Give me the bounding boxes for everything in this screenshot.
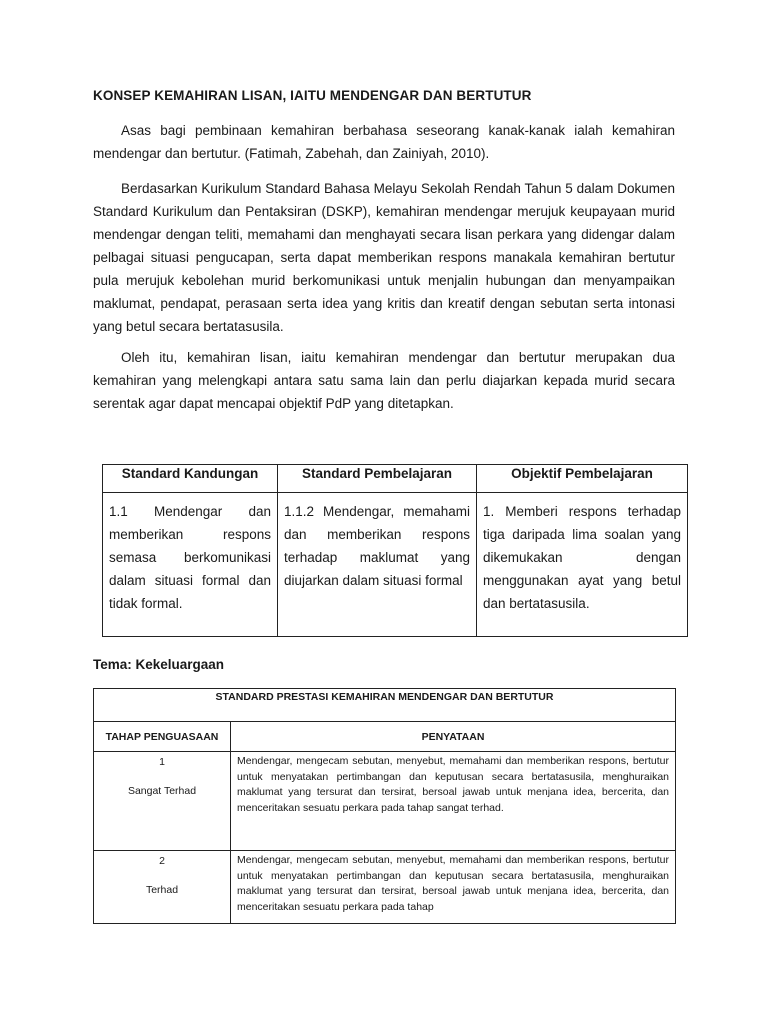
table-header-row <box>94 722 676 752</box>
header-objektif-pembelajaran: Objektif Pembelajaran <box>477 465 688 493</box>
theme-label: Tema: Kekeluargaan <box>93 657 225 672</box>
table-title: STANDARD PRESTASI KEMAHIRAN MENDENGAR DAN BERTUTUR <box>94 689 676 722</box>
paragraph-3: Oleh itu, kemahiran lisan, iaitu kemahiran mendengar dan bertutur merupakan dua kemahiran yang melengkapi antara satu sama lain dan perlu diajarkan kepada murid secara serentak agar dapat mencapai objektif PdP yang ditetapkan. <box>93 350 675 411</box>
table-row <box>94 752 676 851</box>
cell-objektif-pembelajaran: 1. Memberi respons terhadap tiga daripada lima soalan yang dikemukakan dengan menggunakan ayat yang betul dan bertatasusila. <box>477 493 688 637</box>
paragraph-1: Asas bagi pembinaan kemahiran berbahasa seseorang kanak-kanak ialah kemahiran mendengar dan bertutur. (Fatimah, Zabehah, dan Zainiyah, 2010). <box>93 123 675 161</box>
cell-standard-pembelajaran: 1.1.2 Mendengar, memahami dan memberikan respons terhadap maklumat yang diujarkan dalam situasi formal <box>278 493 477 637</box>
level-number: 2 <box>159 855 165 867</box>
table-row <box>94 851 676 924</box>
table-header-row <box>103 465 688 493</box>
cell-standard-kandungan: 1.1 Mendengar dan memberikan respons semasa berkomunikasi dalam situasi formal dan tidak formal. <box>103 493 278 637</box>
document-heading: KONSEP KEMAHIRAN LISAN, IAITU MENDENGAR DAN BERTUTUR <box>93 88 532 103</box>
level-number: 1 <box>159 756 165 768</box>
level-name: Terhad <box>145 884 179 896</box>
table-row <box>103 493 688 637</box>
header-tahap-penguasaan: TAHAP PENGUASAAN <box>94 722 231 752</box>
level-cell <box>94 752 231 851</box>
level-cell <box>94 851 231 924</box>
learning-standards-table <box>102 464 688 637</box>
statement-cell <box>231 851 676 924</box>
header-penyataan: PENYATAAN <box>231 722 676 752</box>
header-standard-pembelajaran: Standard Pembelajaran <box>278 465 477 493</box>
level-name: Sangat Terhad <box>127 785 197 797</box>
statement-text: Mendengar, mengecam sebutan, menyebut, memahami dan memberikan respons, bertutur untuk menyatakan pertimbangan dan keputusan secara bertatasusila, menghuraikan maklumat yang tersurat dan tersirat, bersoal jawab untuk menjana idea, bercerita, dan menceritakan sesuatu perkara pada tahap <box>237 854 670 913</box>
statement-cell: Mendengar, mengecam sebutan, menyebut, memahami dan memberikan respons, bertutur untuk menyatakan pertimbangan dan keputusan secara bertatasusila, menghuraikan maklumat yang tersurat dan tersirat, bersoal jawab untuk menjana idea, bercerita, dan menceritakan sesuatu perkara pada tahap sangat terhad. <box>231 752 676 851</box>
paragraph-2: Berdasarkan Kurikulum Standard Bahasa Melayu Sekolah Rendah Tahun 5 dalam Dokumen Standard Kurikulum dan Pentaksiran (DSKP), kemahiran mendengar merujuk keupayaan murid mendengar dengan teliti, memahami dan menghayati secara lisan perkara yang didengar dalam pelbagai situasi pengucapan, serta dapat memberikan respons manakala kemahiran bertutur pula merujuk kebolehan murid berkomunikasi untuk menjalin hubungan dan menyampaikan maklumat, pendapat, perasaan serta idea yang kritis dan kreatif dengan sebutan serta intonasi yang betul secara bertatasusila. <box>93 181 675 334</box>
header-standard-kandungan: Standard Kandungan <box>103 465 278 493</box>
achievement-standards-table <box>93 688 676 924</box>
